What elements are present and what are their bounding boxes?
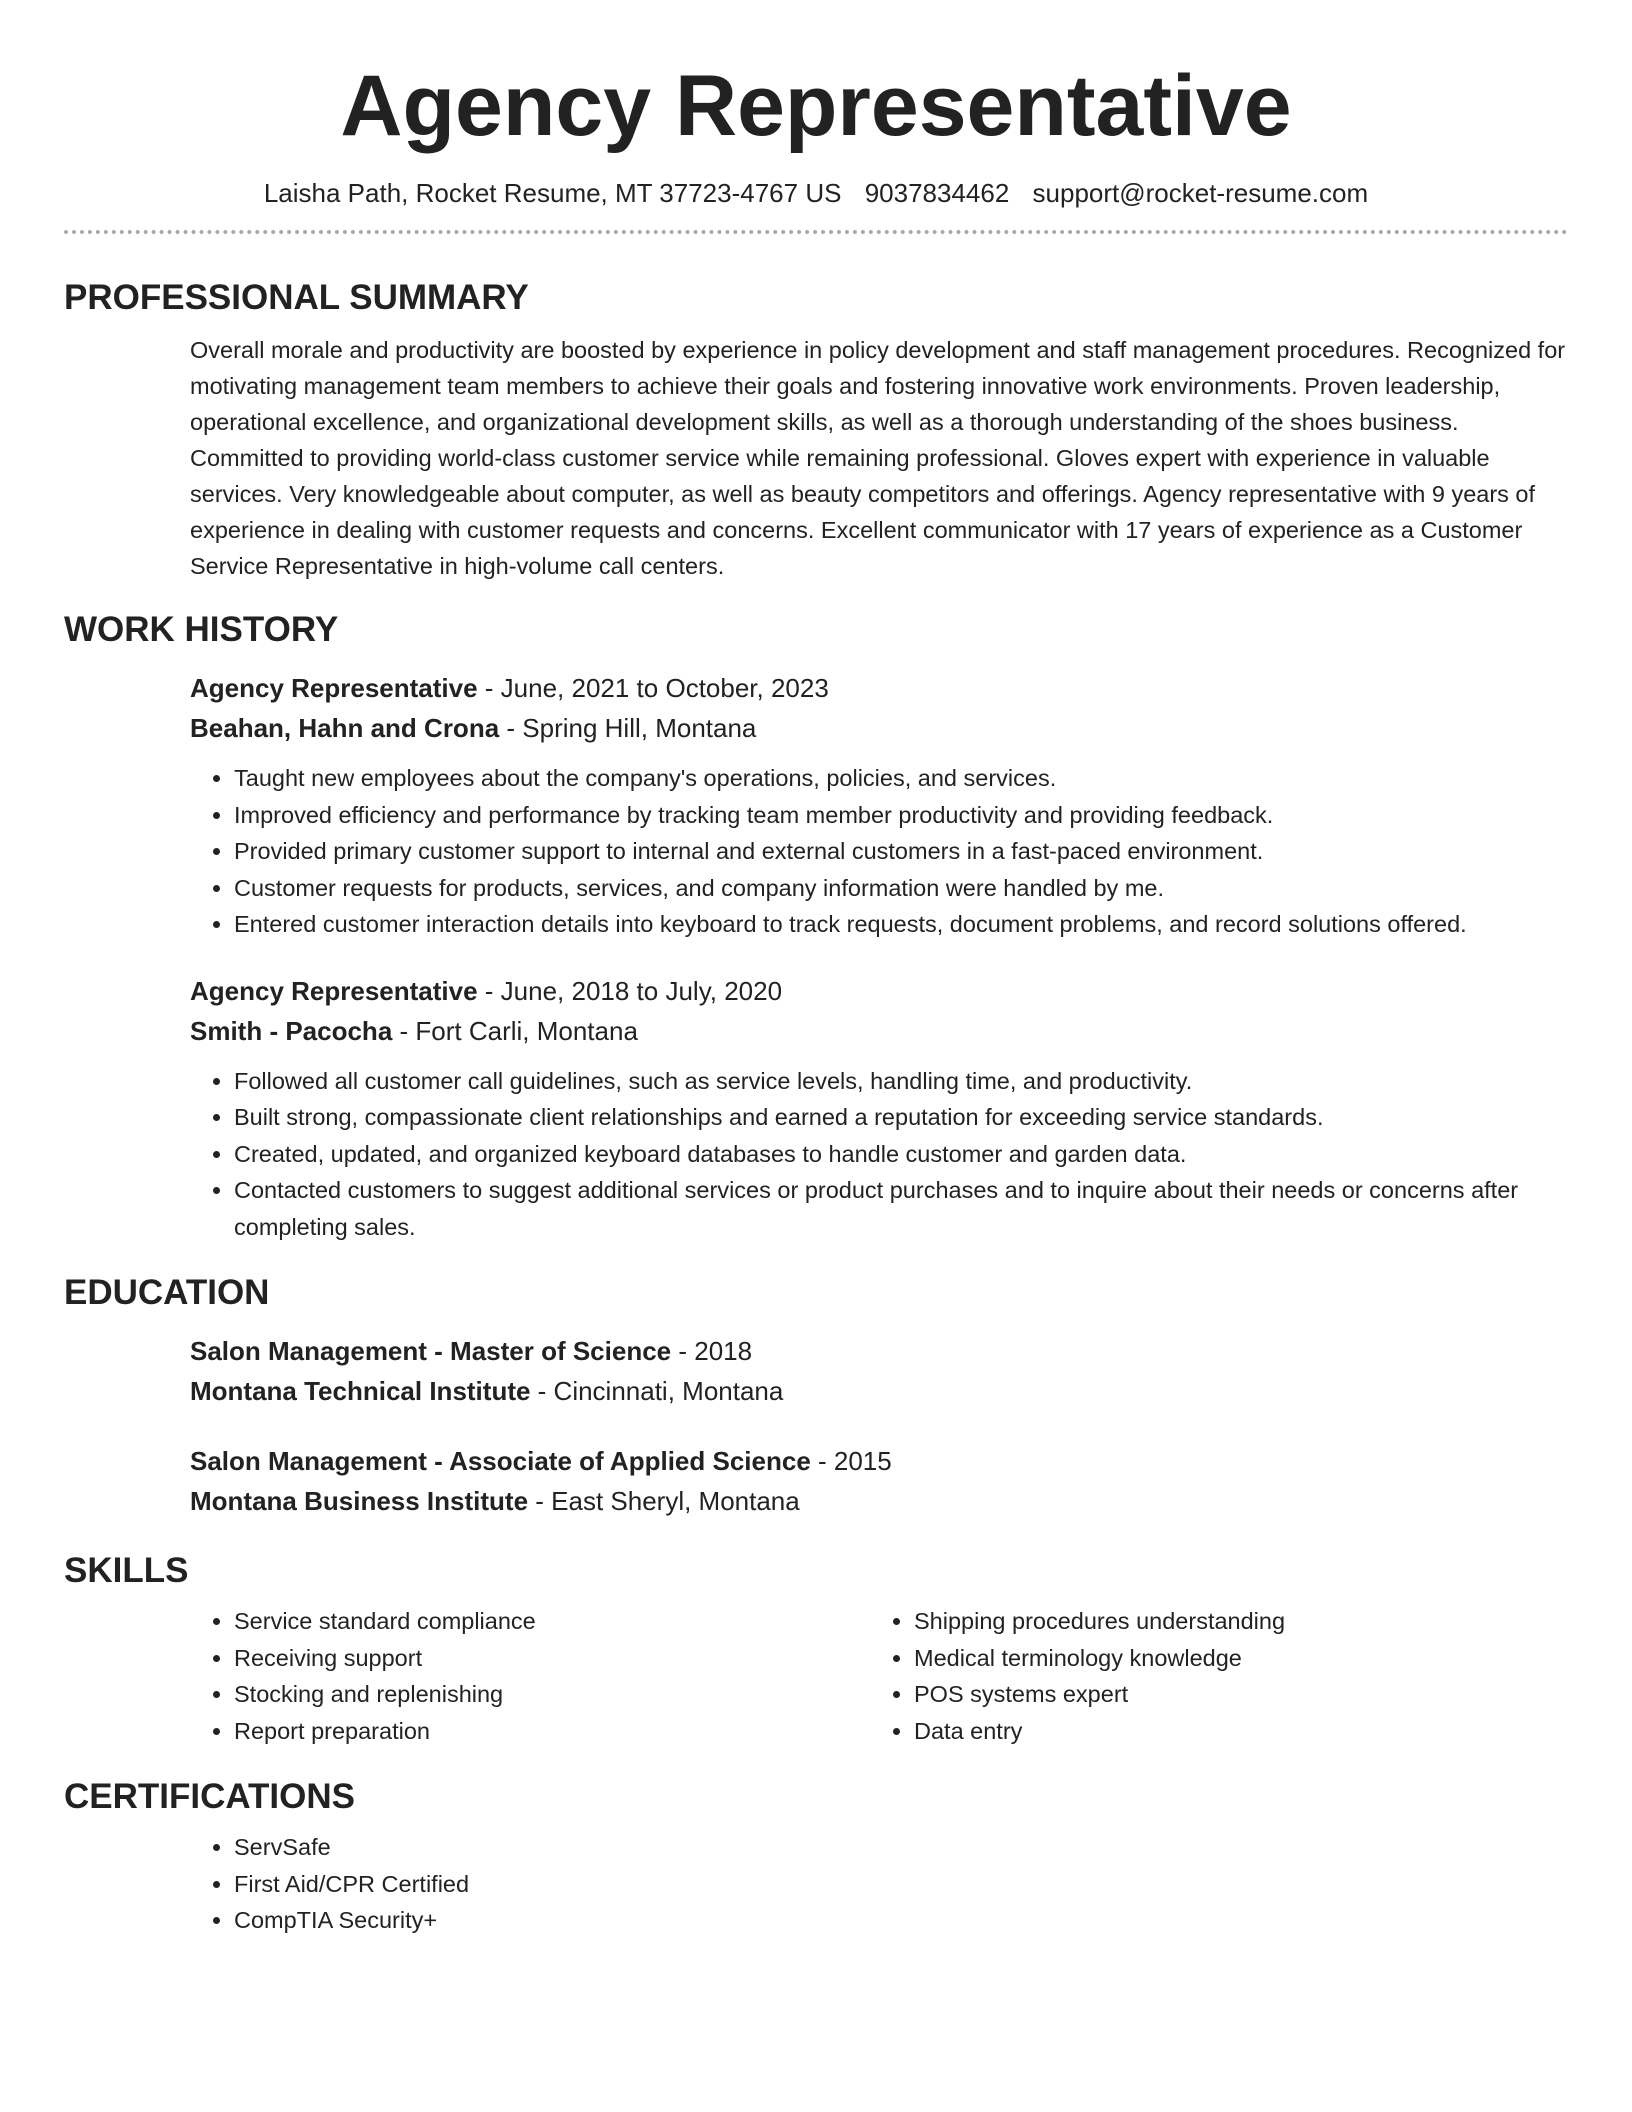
list-item: • CompTIA Security+ bbox=[234, 1902, 1568, 1939]
job-entry bbox=[190, 971, 1568, 1246]
job-duties-list bbox=[190, 1063, 1568, 1246]
contact-address: Laisha Path, Rocket Resume, MT 37723-4767 US bbox=[263, 178, 842, 208]
job-company: Smith - Pacocha bbox=[190, 1015, 393, 1046]
certifications-section bbox=[64, 1829, 1568, 1939]
job-role: Agency Representative bbox=[190, 975, 478, 1006]
education-entry bbox=[190, 1441, 1568, 1521]
job-role: Agency Representative bbox=[190, 673, 478, 703]
school-location: - Cincinnati, Montana bbox=[530, 1376, 784, 1406]
skills-column-left bbox=[190, 1603, 870, 1749]
school-name: Montana Technical Institute bbox=[190, 1376, 531, 1406]
list-item: • Taught new employees about the company's operations, policies, and services. bbox=[234, 760, 1568, 797]
job-company-line bbox=[190, 1011, 1568, 1051]
list-item: • Report preparation bbox=[234, 1713, 870, 1750]
contact-line bbox=[64, 176, 1568, 210]
skills-grid bbox=[190, 1603, 1568, 1749]
contact-phone: 9037834462 bbox=[864, 178, 1010, 208]
job-company-line bbox=[190, 708, 1568, 748]
list-item: • Data entry bbox=[914, 1713, 1550, 1750]
summary-section bbox=[64, 332, 1568, 584]
list-item: • Service standard compliance bbox=[234, 1603, 870, 1640]
list-item: • Contacted customers to suggest additional services or product purchases and to inquire about their needs or concerns after completing sales. bbox=[234, 1172, 1568, 1245]
job-company: Beahan, Hahn and Crona bbox=[190, 713, 500, 743]
skills-list-left bbox=[190, 1603, 870, 1749]
degree-line bbox=[190, 1331, 1568, 1371]
education-entry bbox=[190, 1331, 1568, 1411]
list-item: • POS systems expert bbox=[914, 1676, 1550, 1713]
job-location: - Fort Carli, Montana bbox=[392, 1015, 638, 1046]
list-item: • Receiving support bbox=[234, 1640, 870, 1677]
list-item: • Built strong, compassionate client relationships and earned a reputation for exceeding service standards. bbox=[234, 1099, 1568, 1136]
certifications-heading: CERTIFICATIONS bbox=[64, 1777, 356, 1816]
work-history-section bbox=[64, 668, 1568, 1245]
school-name: Montana Business Institute bbox=[190, 1486, 529, 1516]
list-item: • Created, updated, and organized keyboard databases to handle customer and garden data. bbox=[234, 1136, 1568, 1173]
contact-email: support@rocket-resume.com bbox=[1032, 178, 1369, 208]
school-location: - East Sheryl, Montana bbox=[528, 1486, 800, 1516]
work-history-heading: WORK HISTORY bbox=[64, 610, 339, 649]
list-item: • Stocking and replenishing bbox=[234, 1676, 870, 1713]
list-item: • Shipping procedures understanding bbox=[914, 1603, 1550, 1640]
job-entry bbox=[190, 668, 1568, 943]
job-dates: - June, 2021 to October, 2023 bbox=[477, 673, 829, 703]
skills-column-right bbox=[870, 1603, 1550, 1749]
degree-year: - 2018 bbox=[671, 1336, 753, 1366]
list-item: • Improved efficiency and performance by tracking team member productivity and providing feedback. bbox=[234, 797, 1568, 834]
resume-name: Agency Representative bbox=[340, 58, 1292, 154]
school-line bbox=[190, 1371, 1568, 1411]
list-item: • Provided primary customer support to internal and external customers in a fast-paced environment. bbox=[234, 833, 1568, 870]
skills-heading: SKILLS bbox=[64, 1551, 189, 1590]
list-item: • Entered customer interaction details into keyboard to track requests, document problems, and record solutions offered. bbox=[234, 906, 1568, 943]
summary-text: Overall morale and productivity are boosted by experience in policy development and staff management procedures. Recognized for motivating management team members to achieve their goals and fostering innovative work environments. Proven leadership, operational excellence, and organizational development skills, as well as a thorough understanding of the shoes business. Committed to providing world-class customer service while remaining professional. Gloves expert with experience in valuable services. Very knowledgeable about computer, as well as beauty competitors and offerings. Agency representative with 9 years of experience in dealing with customer requests and concerns. Excellent communicator with 17 years of experience as a Customer Service Representative in high-volume call centers. bbox=[190, 337, 1566, 579]
skills-list-right bbox=[870, 1603, 1550, 1749]
job-dates: - June, 2018 to July, 2020 bbox=[477, 975, 783, 1006]
skills-section bbox=[64, 1603, 1568, 1749]
list-item: • Followed all customer call guidelines, such as service levels, handling time, and productivity. bbox=[234, 1063, 1568, 1100]
list-item: • Customer requests for products, services, and company information were handled by me. bbox=[234, 870, 1568, 907]
degree-year: - 2015 bbox=[810, 1446, 892, 1476]
summary-heading: PROFESSIONAL SUMMARY bbox=[64, 278, 529, 317]
school-line bbox=[190, 1481, 1568, 1521]
education-section bbox=[64, 1331, 1568, 1521]
job-title-line bbox=[190, 668, 1568, 708]
degree-name: Salon Management - Master of Science bbox=[190, 1336, 672, 1366]
certifications-list bbox=[190, 1829, 1568, 1939]
job-location: - Spring Hill, Montana bbox=[499, 713, 757, 743]
list-item: • First Aid/CPR Certified bbox=[234, 1866, 1568, 1903]
job-duties-list bbox=[190, 760, 1568, 943]
job-title-line bbox=[190, 971, 1568, 1011]
header-divider bbox=[64, 230, 1568, 234]
education-heading: EDUCATION bbox=[64, 1273, 270, 1312]
degree-name: Salon Management - Associate of Applied Science bbox=[190, 1446, 811, 1476]
list-item: • Medical terminology knowledge bbox=[914, 1640, 1550, 1677]
degree-line bbox=[190, 1441, 1568, 1481]
list-item: • ServSafe bbox=[234, 1829, 1568, 1866]
